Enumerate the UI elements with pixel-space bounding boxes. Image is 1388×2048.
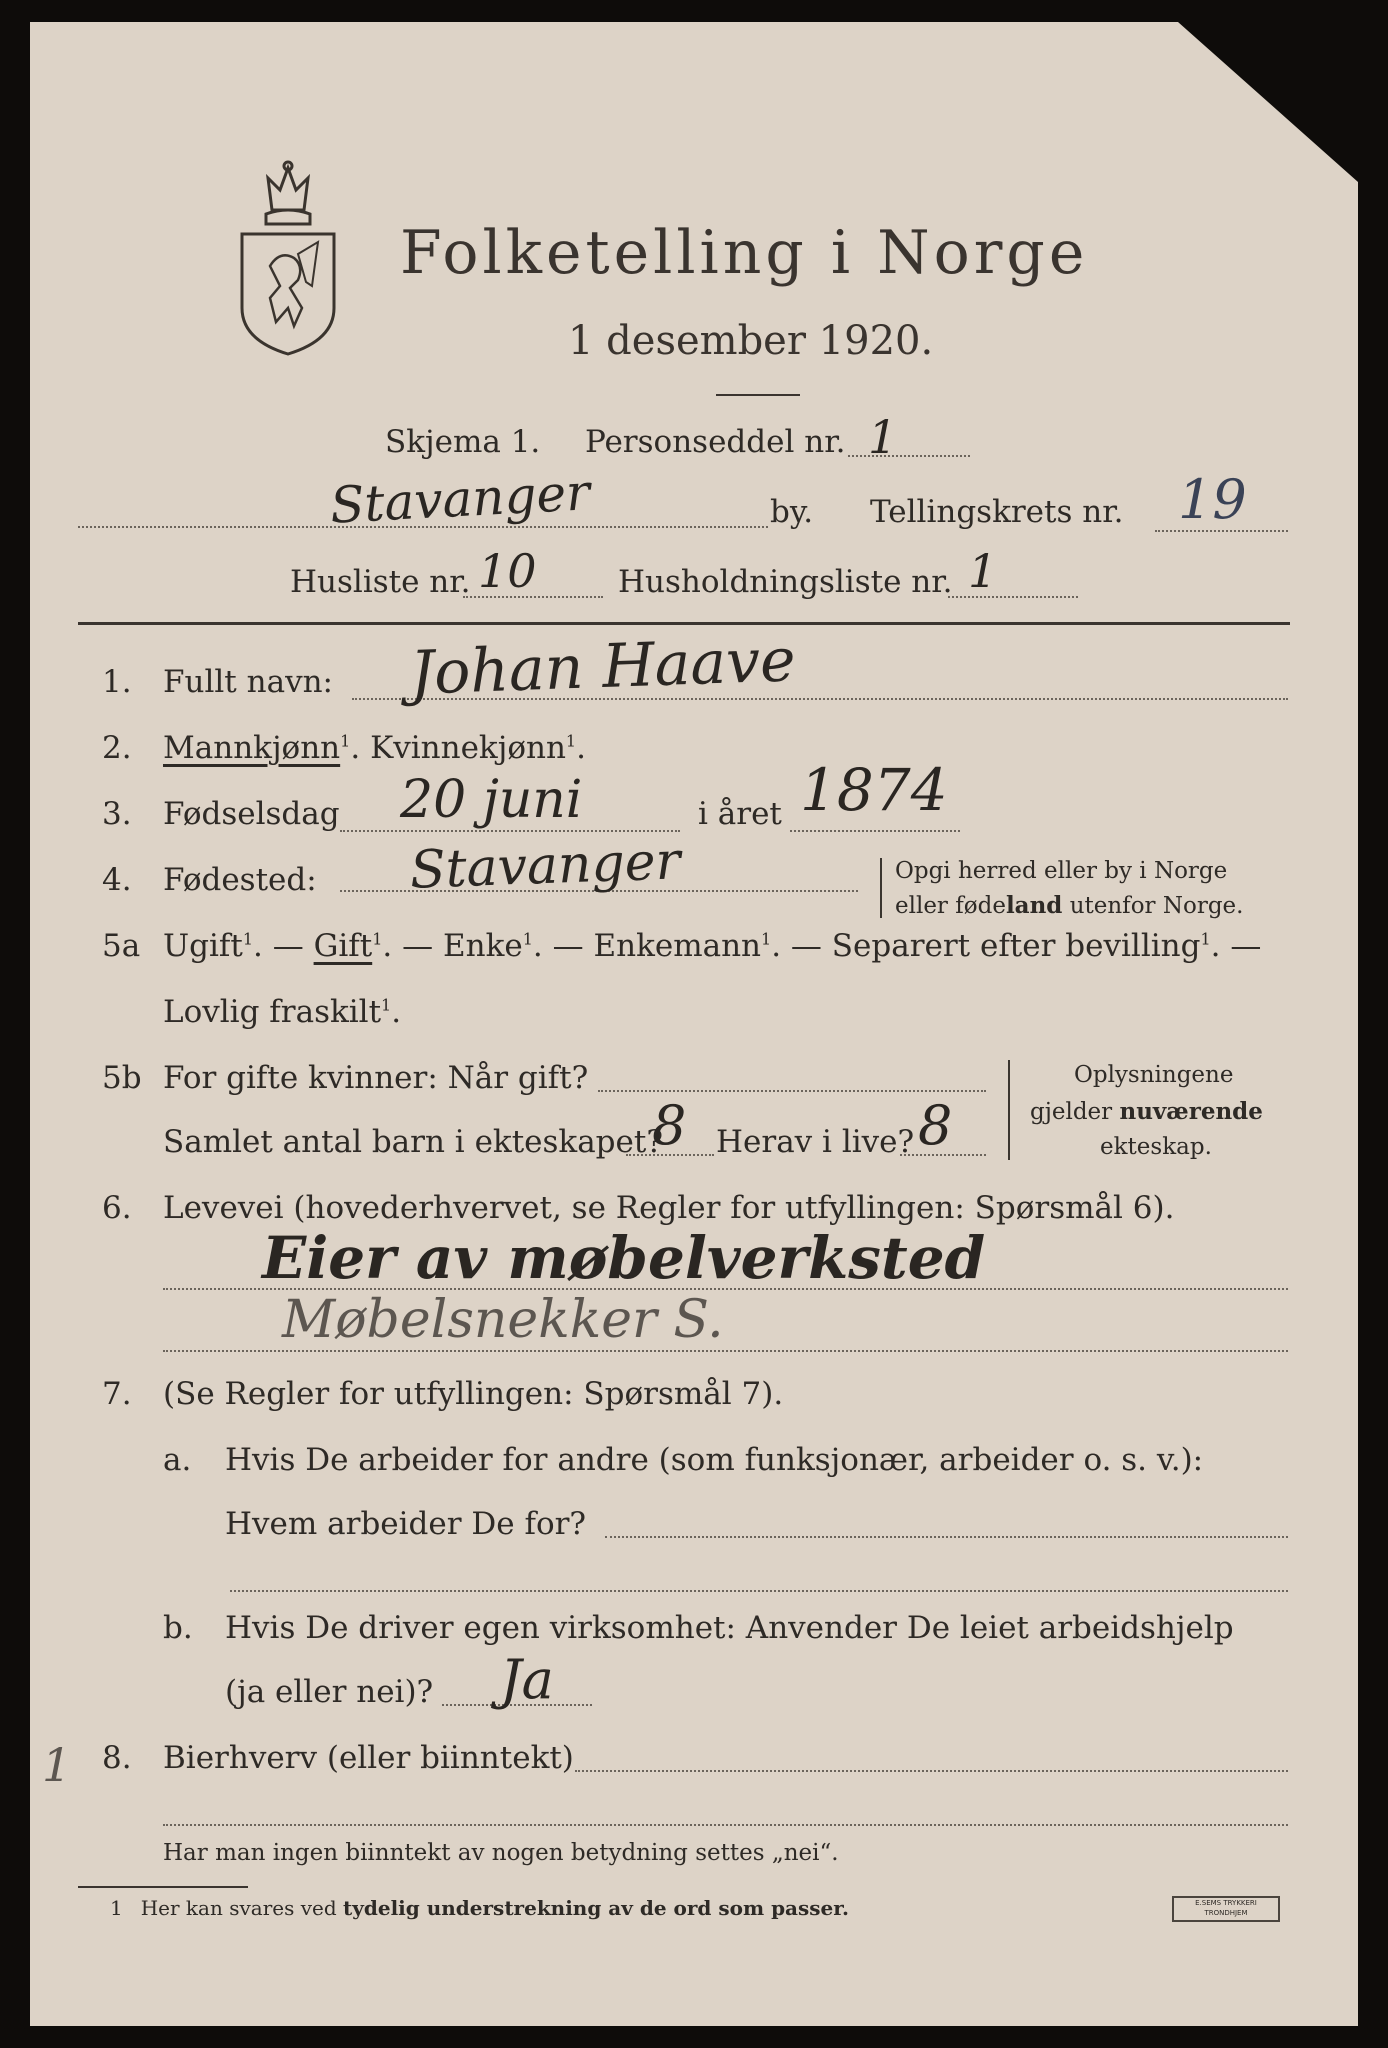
q5a-lovlig-line bbox=[163, 994, 401, 1030]
q5b-note-line3: ekteskap. bbox=[1100, 1134, 1212, 1160]
q2-number: 2. bbox=[102, 730, 132, 766]
q2-female-option[interactable]: Kvinnekjønn bbox=[370, 730, 566, 766]
q4-label: Fødested: bbox=[163, 862, 317, 898]
q4-note-line2 bbox=[895, 892, 1243, 919]
q7b-line1: Hvis De driver egen virksomhet: Anvender De leiet arbeidshjelp bbox=[225, 1610, 1234, 1646]
q2-female-footnote: 1 bbox=[565, 731, 577, 751]
q5a-enke-option[interactable]: Enke bbox=[442, 928, 523, 964]
q5b-label2: Samlet antal barn i ekteskapet? bbox=[163, 1124, 663, 1160]
q4-note-brace bbox=[880, 858, 882, 918]
q5a-options bbox=[163, 928, 1261, 964]
q5a-dash-5: . — bbox=[1210, 928, 1262, 964]
q4-note-text-a: eller føde bbox=[895, 893, 1006, 919]
q6-label: Levevei (hovederhvervet, se Regler for utfyllingen: Spørsmål 6). bbox=[163, 1190, 1175, 1226]
footnote-text-a: Her kan svares ved bbox=[140, 1896, 344, 1920]
q1-value[interactable]: Johan Haave bbox=[408, 625, 797, 709]
q4-value[interactable]: Stavanger bbox=[409, 831, 682, 901]
footnote-text-b: tydelig understrekning av de ord som passer. bbox=[343, 1896, 849, 1920]
q5b-label1: For gifte kvinner: Når gift? bbox=[163, 1060, 589, 1096]
q8-number: 8. bbox=[102, 1740, 132, 1776]
q8-label: Bierhverv (eller biinntekt) bbox=[163, 1740, 574, 1776]
footnote bbox=[110, 1896, 849, 1920]
form-title: Folketelling i Norge bbox=[400, 218, 1089, 288]
tellingskrets-value[interactable]: 19 bbox=[1178, 468, 1247, 531]
personseddel-value[interactable]: 1 bbox=[868, 410, 898, 464]
printer-stamp bbox=[1172, 1896, 1280, 1922]
census-date: 1 desember 1920. bbox=[568, 318, 934, 364]
q2-end: . bbox=[576, 730, 586, 766]
tellingskrets-label: Tellingskrets nr. bbox=[870, 494, 1124, 530]
q5a-number: 5a bbox=[102, 928, 141, 964]
footnote-divider bbox=[78, 1886, 248, 1888]
personseddel-label: Personseddel nr. bbox=[585, 424, 846, 460]
q5b-live-value[interactable]: 8 bbox=[918, 1094, 953, 1157]
q7b-value[interactable]: Ja bbox=[500, 1648, 554, 1711]
q3-year-value[interactable]: 1874 bbox=[800, 756, 948, 824]
q2-male-footnote: 1 bbox=[340, 731, 351, 751]
q3-day-line bbox=[340, 830, 680, 832]
q6-number: 6. bbox=[102, 1190, 132, 1226]
q4-note-line1: Opgi herred eller by i Norge bbox=[895, 858, 1228, 884]
printer-stamp-line2: TRONDHJEM bbox=[1204, 1909, 1248, 1917]
q5a-footnote-3: 1 bbox=[522, 929, 533, 949]
coat-of-arms-icon bbox=[232, 158, 344, 358]
q1-label: Fullt navn: bbox=[163, 664, 333, 700]
q3-number: 3. bbox=[102, 796, 132, 832]
q5a-footnote-4: 1 bbox=[761, 929, 772, 949]
q7a-answer-line1 bbox=[605, 1536, 1288, 1538]
husliste-value[interactable]: 10 bbox=[478, 544, 537, 598]
q4-note-text-c: utenfor Norge. bbox=[1062, 893, 1244, 919]
q5a-ugift-option[interactable]: Ugift bbox=[163, 928, 243, 964]
printer-stamp-line1: E.SEMS TRYKKERI bbox=[1195, 1899, 1257, 1907]
skjema-label: Skjema 1. bbox=[385, 424, 541, 460]
q7a-letter: a. bbox=[163, 1442, 192, 1478]
q3-year-line bbox=[790, 830, 960, 832]
q2-options bbox=[163, 730, 586, 766]
q2-separator: . bbox=[350, 730, 361, 766]
q5a-enkemann-option[interactable]: Enkemann bbox=[593, 928, 762, 964]
q5a-gift-option[interactable]: Gift bbox=[313, 928, 373, 964]
footnote-number: 1 bbox=[110, 1896, 123, 1920]
q5b-number: 5b bbox=[102, 1060, 142, 1096]
q5a-footnote-1: 1 bbox=[242, 929, 254, 949]
q7a-line2: Hvem arbeider De for? bbox=[225, 1506, 587, 1542]
q5a-footnote-6: 1 bbox=[381, 995, 392, 1015]
q5b-note-line2 bbox=[1030, 1098, 1263, 1125]
q6-line2 bbox=[163, 1350, 1288, 1352]
q7-number: 7. bbox=[102, 1376, 132, 1412]
q7-label: (Se Regler for utfyllingen: Spørsmål 7). bbox=[163, 1376, 784, 1412]
q5b-note-line1: Oplysningene bbox=[1074, 1062, 1234, 1088]
q7a-answer-line2 bbox=[230, 1590, 1288, 1592]
q7b-line2: (ja eller nei)? bbox=[225, 1674, 434, 1710]
q5b-barn-value[interactable]: 8 bbox=[652, 1094, 687, 1157]
q7a-line1: Hvis De arbeider for andre (som funksjonær, arbeider o. s. v.): bbox=[225, 1442, 1204, 1478]
husliste-label: Husliste nr. bbox=[290, 564, 471, 600]
q5a-lovlig-end: . bbox=[391, 994, 402, 1030]
q2-male-option[interactable]: Mannkjønn bbox=[163, 730, 341, 766]
q8-answer-line1 bbox=[575, 1770, 1288, 1772]
q4-note-text-b: land bbox=[1005, 892, 1063, 919]
q5a-dash-4: . — bbox=[771, 928, 822, 964]
personseddel-line bbox=[848, 455, 970, 457]
q5a-footnote-5: 1 bbox=[1200, 929, 1211, 949]
q8-margin-mark: 1 bbox=[42, 1738, 72, 1792]
q3-day-value[interactable]: 20 juni bbox=[400, 770, 583, 830]
q7b-letter: b. bbox=[163, 1610, 193, 1646]
q4-number: 4. bbox=[102, 862, 132, 898]
q1-number: 1. bbox=[102, 664, 132, 700]
section-divider bbox=[78, 622, 1290, 625]
q5a-dash-1: . — bbox=[253, 928, 304, 964]
q5a-separert-option[interactable]: Separert efter bevilling bbox=[831, 928, 1201, 964]
header-divider bbox=[716, 394, 800, 396]
q5b-note-brace bbox=[1008, 1060, 1010, 1160]
city-value[interactable]: Stavanger bbox=[328, 463, 592, 535]
q3-label: Fødselsdag bbox=[163, 796, 340, 832]
q5a-footnote-2: 1 bbox=[372, 929, 383, 949]
q8-answer-line2 bbox=[163, 1824, 1288, 1826]
q3-year-label: i året bbox=[698, 796, 782, 832]
footer-note: Har man ingen biinntekt av nogen betydning settes „nei“. bbox=[163, 1840, 839, 1866]
q5b-live-label: Herav i live? bbox=[716, 1124, 915, 1160]
husholdning-label: Husholdningsliste nr. bbox=[618, 564, 953, 600]
q5a-dash-3: . — bbox=[532, 928, 584, 964]
by-label: by. bbox=[770, 494, 814, 530]
q5a-lovlig-option[interactable]: Lovlig fraskilt bbox=[163, 994, 382, 1030]
q6-value2[interactable]: Møbelsnekker S. bbox=[282, 1290, 724, 1350]
q5b-when-line bbox=[598, 1090, 986, 1092]
q5a-dash-2: . — bbox=[382, 928, 434, 964]
husholdning-value[interactable]: 1 bbox=[968, 544, 998, 598]
q6-value1[interactable]: Eier av møbelverksted bbox=[262, 1224, 986, 1292]
q5b-note-text-a: gjelder bbox=[1030, 1099, 1120, 1125]
q5b-note-text-b: nuværende bbox=[1119, 1098, 1263, 1125]
